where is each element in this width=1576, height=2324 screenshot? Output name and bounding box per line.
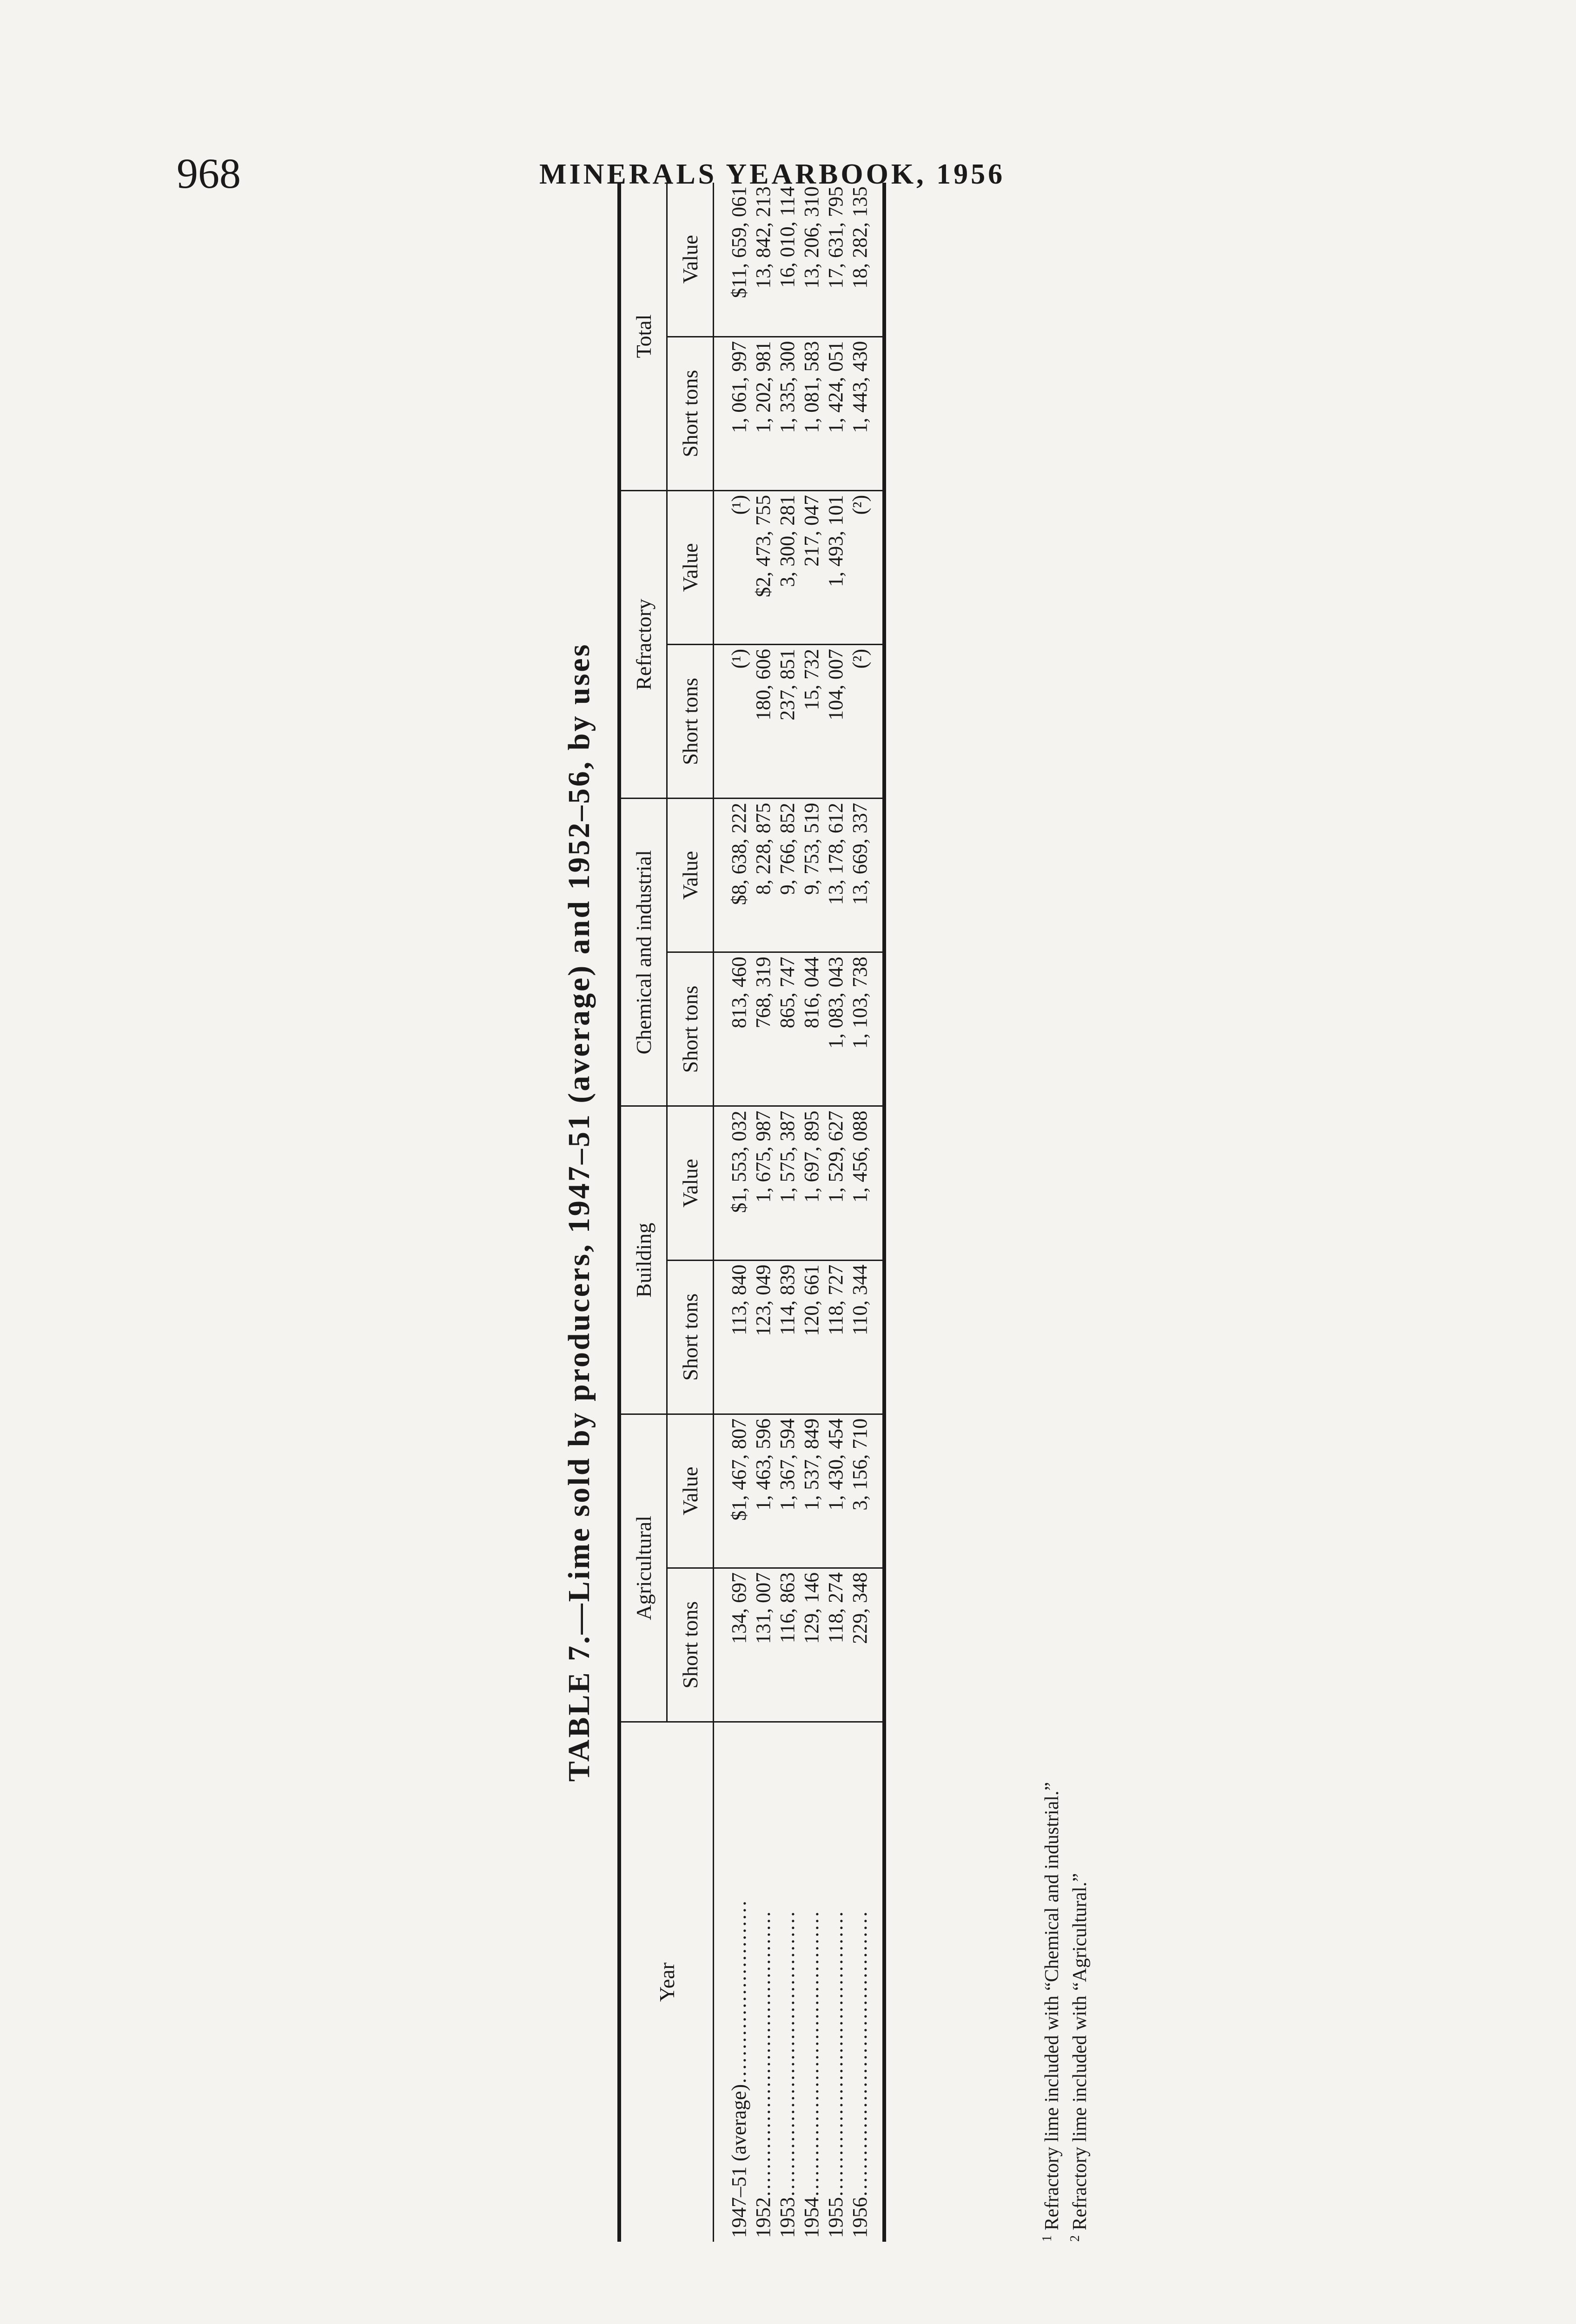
column-group-agricultural: Agricultural <box>619 1414 667 1722</box>
total-value-cell: 16, 010, 114 <box>775 183 800 337</box>
total-value-cell: 17, 631, 795 <box>824 183 848 337</box>
refractory-tons-cell: (¹) <box>714 645 752 799</box>
year-label: 1954 <box>800 2197 823 2238</box>
leader-dots: …………………………………… <box>848 1911 871 2197</box>
chemical-value-cell: 8, 228, 875 <box>751 799 775 952</box>
column-group-refractory: Refractory <box>619 490 667 798</box>
agricultural-tons-cell: 131, 007 <box>751 1568 775 1722</box>
agricultural-value-cell: $1, 467, 807 <box>714 1414 752 1568</box>
subheader-value: Value <box>667 490 714 644</box>
agricultural-value-cell: 1, 367, 594 <box>775 1414 800 1568</box>
year-label: 1953 <box>776 2197 799 2238</box>
chemical-tons-cell: 1, 103, 738 <box>848 952 884 1106</box>
agricultural-tons-cell: 129, 146 <box>800 1568 824 1722</box>
chemical-tons-cell: 816, 044 <box>800 952 824 1106</box>
total-tons-cell: 1, 061, 997 <box>714 337 752 490</box>
table-row <box>714 183 752 2242</box>
footnotes <box>1036 183 1092 2242</box>
building-value-cell: $1, 553, 032 <box>714 1106 752 1260</box>
refractory-tons-cell: 15, 732 <box>800 645 824 799</box>
table-row <box>775 183 800 2242</box>
year-cell <box>714 1722 752 2242</box>
refractory-tons-cell: 237, 851 <box>775 645 800 799</box>
chemical-tons-cell: 1, 083, 043 <box>824 952 848 1106</box>
building-tons-cell: 110, 344 <box>848 1260 884 1414</box>
chemical-value-cell: 13, 178, 612 <box>824 799 848 952</box>
refractory-value-cell: $2, 473, 755 <box>751 490 775 644</box>
building-value-cell: 1, 697, 895 <box>800 1106 824 1260</box>
agricultural-value-cell: 1, 463, 596 <box>751 1414 775 1568</box>
page-number: 968 <box>177 150 241 197</box>
year-label: 1956 <box>848 2197 871 2238</box>
refractory-tons-cell: 180, 606 <box>751 645 775 799</box>
subheader-value: Value <box>667 183 714 337</box>
agricultural-value-cell: 1, 430, 454 <box>824 1414 848 1568</box>
column-group-building: Building <box>619 1106 667 1414</box>
agricultural-tons-cell: 116, 863 <box>775 1568 800 1722</box>
subheader-short-tons: Short tons <box>667 952 714 1106</box>
building-value-cell: 1, 675, 987 <box>751 1106 775 1260</box>
footnote-1 <box>1036 183 1064 2242</box>
column-group-total: Total <box>619 183 667 490</box>
year-cell <box>848 1722 884 2242</box>
footnote-marker: 1 <box>1040 2235 1054 2242</box>
total-value-cell: 18, 282, 135 <box>848 183 884 337</box>
year-label: 1955 <box>824 2197 847 2238</box>
subheader-short-tons: Short tons <box>667 337 714 490</box>
total-value-cell: 13, 842, 213 <box>751 183 775 337</box>
year-cell <box>775 1722 800 2242</box>
year-cell <box>800 1722 824 2242</box>
subheader-short-tons: Short tons <box>667 1260 714 1414</box>
year-cell <box>824 1722 848 2242</box>
agricultural-value-cell: 3, 156, 710 <box>848 1414 884 1568</box>
subheader-value: Value <box>667 1106 714 1260</box>
table-row <box>800 183 824 2242</box>
refractory-value-cell: 1, 493, 101 <box>824 490 848 644</box>
chemical-value-cell: $8, 638, 222 <box>714 799 752 952</box>
building-tons-cell: 113, 840 <box>714 1260 752 1414</box>
chemical-value-cell: 13, 669, 337 <box>848 799 884 952</box>
rotated-table-block <box>562 183 1352 2242</box>
chemical-tons-cell: 813, 460 <box>714 952 752 1106</box>
refractory-tons-cell: 104, 007 <box>824 645 848 799</box>
subheader-value: Value <box>667 799 714 952</box>
refractory-value-cell: 3, 300, 281 <box>775 490 800 644</box>
agricultural-tons-cell: 134, 697 <box>714 1568 752 1722</box>
chemical-value-cell: 9, 753, 519 <box>800 799 824 952</box>
total-value-cell: $11, 659, 061 <box>714 183 752 337</box>
table-row <box>824 183 848 2242</box>
table-title: TABLE 7.—Lime sold by producers, 1947–51 (average) and 1952–56, by uses <box>562 642 596 1782</box>
agricultural-tons-cell: 229, 348 <box>848 1568 884 1722</box>
footnote-text: Refractory lime included with “Agricultural.” <box>1069 1873 1091 2231</box>
chemical-value-cell: 9, 766, 852 <box>775 799 800 952</box>
leader-dots: …………………………………… <box>824 1911 847 2197</box>
total-value-cell: 13, 206, 310 <box>800 183 824 337</box>
total-tons-cell: 1, 443, 430 <box>848 337 884 490</box>
total-tons-cell: 1, 081, 583 <box>800 337 824 490</box>
building-value-cell: 1, 456, 088 <box>848 1106 884 1260</box>
building-value-cell: 1, 529, 627 <box>824 1106 848 1260</box>
chemical-tons-cell: 768, 319 <box>751 952 775 1106</box>
footnote-text: Refractory lime included with “Chemical and industrial.” <box>1041 1782 1063 2231</box>
leader-dots: …………………………………… <box>752 1911 775 2197</box>
agricultural-tons-cell: 118, 274 <box>824 1568 848 1722</box>
refractory-tons-cell: (²) <box>848 645 884 799</box>
leader-dots: ……………………… <box>728 1900 750 2084</box>
refractory-value-cell: (¹) <box>714 490 752 644</box>
building-tons-cell: 123, 049 <box>751 1260 775 1414</box>
subheader-short-tons: Short tons <box>667 1568 714 1722</box>
total-tons-cell: 1, 424, 051 <box>824 337 848 490</box>
table-row <box>848 183 884 2242</box>
footnote-marker: 2 <box>1068 2235 1082 2242</box>
chemical-tons-cell: 865, 747 <box>775 952 800 1106</box>
total-tons-cell: 1, 335, 300 <box>775 337 800 490</box>
leader-dots: …………………………………… <box>800 1911 823 2197</box>
building-tons-cell: 118, 727 <box>824 1260 848 1414</box>
leader-dots: …………………………………… <box>776 1911 799 2197</box>
running-title: MINERALS YEARBOOK, 1956 <box>539 158 1006 190</box>
building-tons-cell: 114, 839 <box>775 1260 800 1414</box>
year-label: 1947–51 (average) <box>728 2084 750 2238</box>
building-value-cell: 1, 575, 387 <box>775 1106 800 1260</box>
agricultural-value-cell: 1, 537, 849 <box>800 1414 824 1568</box>
building-tons-cell: 120, 661 <box>800 1260 824 1414</box>
year-label: 1952 <box>752 2197 775 2238</box>
subheader-value: Value <box>667 1414 714 1568</box>
year-cell <box>751 1722 775 2242</box>
footnote-2 <box>1064 183 1092 2242</box>
lime-table <box>617 183 886 2242</box>
column-group-chemical: Chemical and industrial <box>619 799 667 1106</box>
total-tons-cell: 1, 202, 981 <box>751 337 775 490</box>
table-row <box>751 183 775 2242</box>
subheader-short-tons: Short tons <box>667 645 714 799</box>
refractory-value-cell: (²) <box>848 490 884 644</box>
column-header-year: Year <box>619 1722 714 2242</box>
refractory-value-cell: 217, 047 <box>800 490 824 644</box>
